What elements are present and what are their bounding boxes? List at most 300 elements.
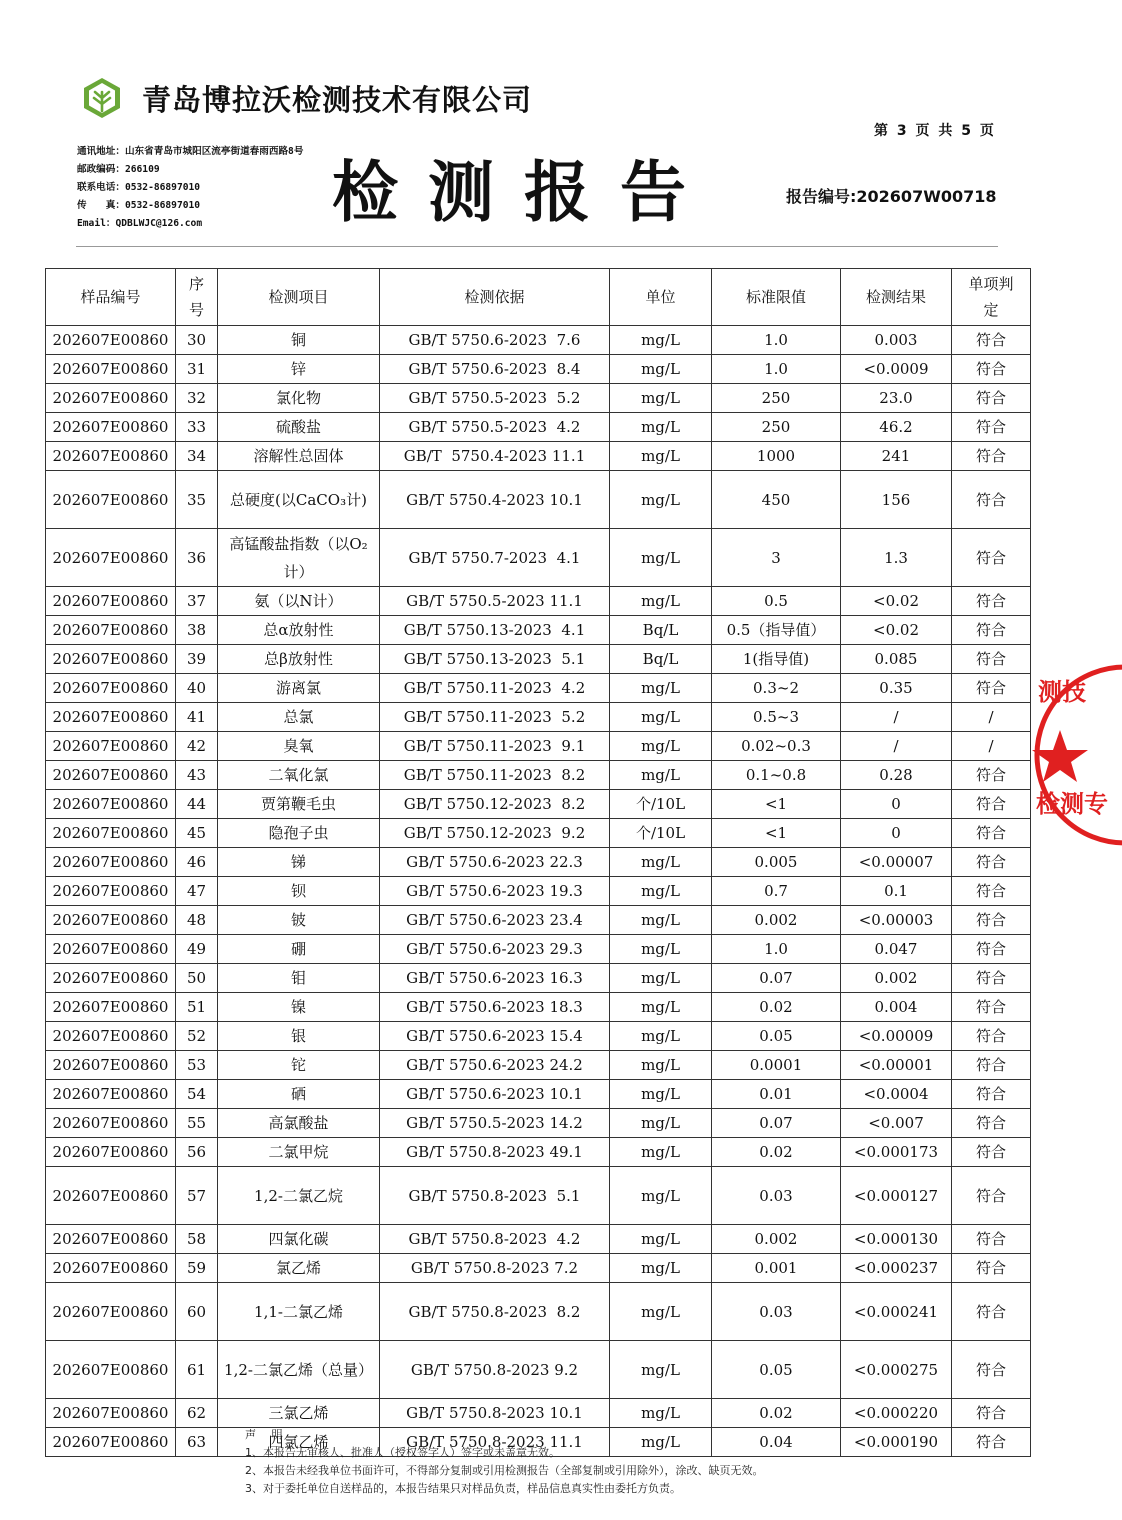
item-cell: 铍 bbox=[218, 906, 380, 935]
result-cell: <0.00001 bbox=[841, 1051, 952, 1080]
limit-cell: 0.0001 bbox=[712, 1051, 841, 1080]
table-row bbox=[46, 819, 1031, 848]
judgement-cell: 符合 bbox=[952, 1399, 1031, 1428]
method-cell: GB/T 5750.4-2023 10.1 bbox=[380, 471, 610, 529]
result-cell: 0.004 bbox=[841, 993, 952, 1022]
item-cell: 四氯乙烯 bbox=[218, 1428, 380, 1457]
judgement-cell: 符合 bbox=[952, 1138, 1031, 1167]
item-cell: 四氯化碳 bbox=[218, 1225, 380, 1254]
seq-cell: 47 bbox=[176, 877, 218, 906]
limit-cell: 1000 bbox=[712, 442, 841, 471]
unit-cell: mg/L bbox=[610, 1138, 712, 1167]
item-cell: 总硬度(以CaCO₃计) bbox=[218, 471, 380, 529]
unit-cell: mg/L bbox=[610, 384, 712, 413]
method-cell: GB/T 5750.11-2023 9.1 bbox=[380, 732, 610, 761]
result-cell: 156 bbox=[841, 471, 952, 529]
judgement-cell: 符合 bbox=[952, 587, 1031, 616]
unit-cell: mg/L bbox=[610, 326, 712, 355]
method-cell: GB/T 5750.12-2023 8.2 bbox=[380, 790, 610, 819]
result-cell: 0.1 bbox=[841, 877, 952, 906]
sample-id-cell: 202607E00860 bbox=[46, 413, 176, 442]
limit-cell: 0.02 bbox=[712, 1138, 841, 1167]
disclaimer-title: 声 明 bbox=[245, 1428, 289, 1441]
report-title: 检测报告 bbox=[332, 153, 716, 231]
sample-id-cell: 202607E00860 bbox=[46, 1080, 176, 1109]
judgement-cell: 符合 bbox=[952, 1254, 1031, 1283]
judgement-cell: 符合 bbox=[952, 1022, 1031, 1051]
seq-cell: 60 bbox=[176, 1283, 218, 1341]
limit-cell: 0.02 bbox=[712, 993, 841, 1022]
unit-cell: mg/L bbox=[610, 703, 712, 732]
seq-cell: 39 bbox=[176, 645, 218, 674]
limit-cell: 450 bbox=[712, 471, 841, 529]
result-cell: <0.02 bbox=[841, 587, 952, 616]
table-header-row bbox=[46, 269, 1031, 326]
sample-id-cell: 202607E00860 bbox=[46, 1225, 176, 1254]
table-row bbox=[46, 529, 1031, 587]
unit-cell: mg/L bbox=[610, 674, 712, 703]
table-row bbox=[46, 587, 1031, 616]
result-cell: / bbox=[841, 703, 952, 732]
sample-id-cell: 202607E00860 bbox=[46, 848, 176, 877]
svg-text:检测专: 检测专 bbox=[1036, 789, 1108, 818]
limit-cell: 0.1~0.8 bbox=[712, 761, 841, 790]
disclaimer-item: 1、本报告无审核人、批准人（授权签字人）签字或未盖章无效。 bbox=[245, 1446, 560, 1459]
item-cell: 硒 bbox=[218, 1080, 380, 1109]
table-row bbox=[46, 964, 1031, 993]
limit-cell: 0.5 bbox=[712, 587, 841, 616]
table-row bbox=[46, 1399, 1031, 1428]
seq-cell: 30 bbox=[176, 326, 218, 355]
limit-cell: <1 bbox=[712, 819, 841, 848]
limit-cell: 0.002 bbox=[712, 906, 841, 935]
table-row bbox=[46, 1138, 1031, 1167]
result-cell: 241 bbox=[841, 442, 952, 471]
judgement-cell: 符合 bbox=[952, 471, 1031, 529]
item-cell: 臭氧 bbox=[218, 732, 380, 761]
judgement-cell: 符合 bbox=[952, 355, 1031, 384]
judgement-cell: 符合 bbox=[952, 906, 1031, 935]
unit-cell: mg/L bbox=[610, 471, 712, 529]
item-cell: 1,2-二氯乙烯（总量） bbox=[218, 1341, 380, 1399]
method-cell: GB/T 5750.8-2023 9.2 bbox=[380, 1341, 610, 1399]
method-cell: GB/T 5750.4-2023 11.1 bbox=[380, 442, 610, 471]
result-cell: <0.000190 bbox=[841, 1428, 952, 1457]
item-cell: 锑 bbox=[218, 848, 380, 877]
seq-cell: 58 bbox=[176, 1225, 218, 1254]
result-cell: <0.000173 bbox=[841, 1138, 952, 1167]
limit-cell: <1 bbox=[712, 790, 841, 819]
unit-cell: mg/L bbox=[610, 587, 712, 616]
limit-cell: 0.02 bbox=[712, 1399, 841, 1428]
result-cell: <0.000237 bbox=[841, 1254, 952, 1283]
item-cell: 钼 bbox=[218, 964, 380, 993]
table-row bbox=[46, 1254, 1031, 1283]
table-row bbox=[46, 645, 1031, 674]
unit-cell: mg/L bbox=[610, 964, 712, 993]
results-table bbox=[45, 268, 1031, 1457]
limit-cell: 0.3~2 bbox=[712, 674, 841, 703]
report-number: 报告编号:202607W00718 bbox=[786, 187, 997, 206]
table-row bbox=[46, 935, 1031, 964]
unit-cell: mg/L bbox=[610, 1167, 712, 1225]
item-cell: 游离氯 bbox=[218, 674, 380, 703]
sample-id-cell: 202607E00860 bbox=[46, 587, 176, 616]
result-cell: <0.0004 bbox=[841, 1080, 952, 1109]
limit-cell: 1(指导值) bbox=[712, 645, 841, 674]
item-cell: 氨（以N计） bbox=[218, 587, 380, 616]
sample-id-cell: 202607E00860 bbox=[46, 384, 176, 413]
unit-cell: 个/10L bbox=[610, 819, 712, 848]
seq-cell: 32 bbox=[176, 384, 218, 413]
method-cell: GB/T 5750.6-2023 7.6 bbox=[380, 326, 610, 355]
sample-id-cell: 202607E00860 bbox=[46, 1399, 176, 1428]
item-cell: 二氯甲烷 bbox=[218, 1138, 380, 1167]
method-cell: GB/T 5750.5-2023 14.2 bbox=[380, 1109, 610, 1138]
sample-id-cell: 202607E00860 bbox=[46, 819, 176, 848]
unit-cell: mg/L bbox=[610, 877, 712, 906]
judgement-cell: 符合 bbox=[952, 616, 1031, 645]
result-cell: 0.047 bbox=[841, 935, 952, 964]
contact-info bbox=[77, 143, 339, 233]
method-cell: GB/T 5750.8-2023 4.2 bbox=[380, 1225, 610, 1254]
result-cell: 0 bbox=[841, 790, 952, 819]
sample-id-cell: 202607E00860 bbox=[46, 732, 176, 761]
contact-fax: 传 真：0532-86897010 bbox=[77, 200, 201, 211]
sample-id-cell: 202607E00860 bbox=[46, 1254, 176, 1283]
seq-cell: 57 bbox=[176, 1167, 218, 1225]
judgement-cell: 符合 bbox=[952, 1428, 1031, 1457]
unit-cell: mg/L bbox=[610, 906, 712, 935]
unit-cell: mg/L bbox=[610, 529, 712, 587]
item-cell: 二氧化氯 bbox=[218, 761, 380, 790]
seq-cell: 38 bbox=[176, 616, 218, 645]
seq-cell: 43 bbox=[176, 761, 218, 790]
limit-cell: 0.005 bbox=[712, 848, 841, 877]
item-cell: 氯乙烯 bbox=[218, 1254, 380, 1283]
sample-id-cell: 202607E00860 bbox=[46, 355, 176, 384]
limit-cell: 0.7 bbox=[712, 877, 841, 906]
seq-cell: 31 bbox=[176, 355, 218, 384]
judgement-cell: 符合 bbox=[952, 1283, 1031, 1341]
header-method: 检测依据 bbox=[380, 269, 610, 326]
sample-id-cell: 202607E00860 bbox=[46, 645, 176, 674]
item-cell: 高锰酸盐指数（以O₂计） bbox=[218, 529, 380, 587]
header-judgement: 单项判定 bbox=[952, 269, 1031, 326]
judgement-cell: 符合 bbox=[952, 674, 1031, 703]
table-row bbox=[46, 906, 1031, 935]
method-cell: GB/T 5750.6-2023 8.4 bbox=[380, 355, 610, 384]
item-cell: 镍 bbox=[218, 993, 380, 1022]
limit-cell: 0.01 bbox=[712, 1080, 841, 1109]
method-cell: GB/T 5750.6-2023 24.2 bbox=[380, 1051, 610, 1080]
item-cell: 铜 bbox=[218, 326, 380, 355]
table-row bbox=[46, 993, 1031, 1022]
seq-cell: 63 bbox=[176, 1428, 218, 1457]
result-cell: 46.2 bbox=[841, 413, 952, 442]
sample-id-cell: 202607E00860 bbox=[46, 1109, 176, 1138]
contact-postcode: 邮政编码：266109 bbox=[77, 164, 160, 175]
item-cell: 硼 bbox=[218, 935, 380, 964]
seq-cell: 33 bbox=[176, 413, 218, 442]
sample-id-cell: 202607E00860 bbox=[46, 935, 176, 964]
limit-cell: 250 bbox=[712, 384, 841, 413]
sample-id-cell: 202607E00860 bbox=[46, 877, 176, 906]
table-row bbox=[46, 1022, 1031, 1051]
table-row bbox=[46, 703, 1031, 732]
method-cell: GB/T 5750.6-2023 15.4 bbox=[380, 1022, 610, 1051]
judgement-cell: 符合 bbox=[952, 326, 1031, 355]
table-row bbox=[46, 848, 1031, 877]
method-cell: GB/T 5750.6-2023 22.3 bbox=[380, 848, 610, 877]
judgement-cell: 符合 bbox=[952, 1080, 1031, 1109]
limit-cell: 0.03 bbox=[712, 1167, 841, 1225]
item-cell: 1,2-二氯乙烷 bbox=[218, 1167, 380, 1225]
unit-cell: mg/L bbox=[610, 1341, 712, 1399]
item-cell: 总氯 bbox=[218, 703, 380, 732]
unit-cell: mg/L bbox=[610, 1283, 712, 1341]
item-cell: 钡 bbox=[218, 877, 380, 906]
judgement-cell: 符合 bbox=[952, 848, 1031, 877]
method-cell: GB/T 5750.13-2023 5.1 bbox=[380, 645, 610, 674]
result-cell: / bbox=[841, 732, 952, 761]
judgement-cell: 符合 bbox=[952, 1109, 1031, 1138]
limit-cell: 1.0 bbox=[712, 355, 841, 384]
sample-id-cell: 202607E00860 bbox=[46, 906, 176, 935]
unit-cell: mg/L bbox=[610, 761, 712, 790]
method-cell: GB/T 5750.6-2023 10.1 bbox=[380, 1080, 610, 1109]
item-cell: 总α放射性 bbox=[218, 616, 380, 645]
sample-id-cell: 202607E00860 bbox=[46, 1022, 176, 1051]
seq-cell: 35 bbox=[176, 471, 218, 529]
table-row bbox=[46, 1167, 1031, 1225]
table-row bbox=[46, 1341, 1031, 1399]
header-item: 检测项目 bbox=[218, 269, 380, 326]
table-row bbox=[46, 1109, 1031, 1138]
svg-text:测技: 测技 bbox=[1038, 677, 1086, 706]
sample-id-cell: 202607E00860 bbox=[46, 1167, 176, 1225]
header-limit: 标准限值 bbox=[712, 269, 841, 326]
method-cell: GB/T 5750.6-2023 23.4 bbox=[380, 906, 610, 935]
method-cell: GB/T 5750.5-2023 11.1 bbox=[380, 587, 610, 616]
result-cell: <0.000275 bbox=[841, 1341, 952, 1399]
unit-cell: mg/L bbox=[610, 442, 712, 471]
table-row bbox=[46, 790, 1031, 819]
judgement-cell: 符合 bbox=[952, 1167, 1031, 1225]
seq-cell: 42 bbox=[176, 732, 218, 761]
limit-cell: 250 bbox=[712, 413, 841, 442]
seq-cell: 50 bbox=[176, 964, 218, 993]
item-cell: 贾第鞭毛虫 bbox=[218, 790, 380, 819]
judgement-cell: / bbox=[952, 732, 1031, 761]
contact-phone: 联系电话：0532-86897010 bbox=[77, 182, 201, 193]
result-cell: <0.000130 bbox=[841, 1225, 952, 1254]
method-cell: GB/T 5750.8-2023 49.1 bbox=[380, 1138, 610, 1167]
table-row bbox=[46, 355, 1031, 384]
judgement-cell: 符合 bbox=[952, 877, 1031, 906]
limit-cell: 0.05 bbox=[712, 1022, 841, 1051]
item-cell: 银 bbox=[218, 1022, 380, 1051]
page-number: 第 3 页 共 5 页 bbox=[874, 123, 994, 139]
table-row bbox=[46, 1225, 1031, 1254]
judgement-cell: 符合 bbox=[952, 964, 1031, 993]
judgement-cell: 符合 bbox=[952, 442, 1031, 471]
table-row bbox=[46, 442, 1031, 471]
seq-cell: 53 bbox=[176, 1051, 218, 1080]
table-row bbox=[46, 384, 1031, 413]
limit-cell: 0.03 bbox=[712, 1283, 841, 1341]
sample-id-cell: 202607E00860 bbox=[46, 1341, 176, 1399]
method-cell: GB/T 5750.6-2023 16.3 bbox=[380, 964, 610, 993]
table-row bbox=[46, 761, 1031, 790]
unit-cell: mg/L bbox=[610, 848, 712, 877]
result-cell: <0.0009 bbox=[841, 355, 952, 384]
table-row bbox=[46, 616, 1031, 645]
result-cell: <0.00009 bbox=[841, 1022, 952, 1051]
result-cell: 23.0 bbox=[841, 384, 952, 413]
limit-cell: 0.05 bbox=[712, 1341, 841, 1399]
unit-cell: mg/L bbox=[610, 732, 712, 761]
seq-cell: 59 bbox=[176, 1254, 218, 1283]
method-cell: GB/T 5750.12-2023 9.2 bbox=[380, 819, 610, 848]
result-cell: 1.3 bbox=[841, 529, 952, 587]
sample-id-cell: 202607E00860 bbox=[46, 790, 176, 819]
disclaimer bbox=[245, 1426, 764, 1498]
unit-cell: mg/L bbox=[610, 413, 712, 442]
method-cell: GB/T 5750.11-2023 8.2 bbox=[380, 761, 610, 790]
limit-cell: 1.0 bbox=[712, 935, 841, 964]
result-cell: <0.000241 bbox=[841, 1283, 952, 1341]
seq-cell: 55 bbox=[176, 1109, 218, 1138]
sample-id-cell: 202607E00860 bbox=[46, 529, 176, 587]
item-cell: 高氯酸盐 bbox=[218, 1109, 380, 1138]
sample-id-cell: 202607E00860 bbox=[46, 993, 176, 1022]
result-cell: <0.000127 bbox=[841, 1167, 952, 1225]
unit-cell: Bq/L bbox=[610, 645, 712, 674]
sample-id-cell: 202607E00860 bbox=[46, 703, 176, 732]
judgement-cell: 符合 bbox=[952, 819, 1031, 848]
method-cell: GB/T 5750.11-2023 5.2 bbox=[380, 703, 610, 732]
disclaimer-item: 2、本报告未经我单位书面许可，不得部分复制或引用检测报告（全部复制或引用除外），涂改、缺页无效。 bbox=[245, 1464, 764, 1477]
seq-cell: 40 bbox=[176, 674, 218, 703]
seq-cell: 54 bbox=[176, 1080, 218, 1109]
seq-cell: 48 bbox=[176, 906, 218, 935]
table-row bbox=[46, 471, 1031, 529]
judgement-cell: 符合 bbox=[952, 1225, 1031, 1254]
method-cell: GB/T 5750.5-2023 4.2 bbox=[380, 413, 610, 442]
unit-cell: mg/L bbox=[610, 1022, 712, 1051]
judgement-cell: 符合 bbox=[952, 384, 1031, 413]
method-cell: GB/T 5750.7-2023 4.1 bbox=[380, 529, 610, 587]
judgement-cell: 符合 bbox=[952, 993, 1031, 1022]
item-cell: 三氯乙烯 bbox=[218, 1399, 380, 1428]
seq-cell: 56 bbox=[176, 1138, 218, 1167]
contact-address: 通讯地址：山东省青岛市城阳区流亭街道春雨西路8号 bbox=[77, 146, 304, 157]
header-divider bbox=[76, 246, 998, 247]
limit-cell: 0.07 bbox=[712, 1109, 841, 1138]
sample-id-cell: 202607E00860 bbox=[46, 442, 176, 471]
result-cell: 0.003 bbox=[841, 326, 952, 355]
seq-cell: 61 bbox=[176, 1341, 218, 1399]
limit-cell: 0.5~3 bbox=[712, 703, 841, 732]
result-cell: 0.085 bbox=[841, 645, 952, 674]
header-result: 检测结果 bbox=[841, 269, 952, 326]
disclaimer-item: 3、对于委托单位自送样品的，本报告结果只对样品负责，样品信息真实性由委托方负责。 bbox=[245, 1482, 681, 1495]
result-cell: <0.000220 bbox=[841, 1399, 952, 1428]
sample-id-cell: 202607E00860 bbox=[46, 471, 176, 529]
limit-cell: 0.5（指导值） bbox=[712, 616, 841, 645]
method-cell: GB/T 5750.6-2023 29.3 bbox=[380, 935, 610, 964]
seq-cell: 37 bbox=[176, 587, 218, 616]
table-body bbox=[46, 326, 1031, 1457]
table-row bbox=[46, 1080, 1031, 1109]
unit-cell: mg/L bbox=[610, 1399, 712, 1428]
result-cell: <0.02 bbox=[841, 616, 952, 645]
seq-cell: 51 bbox=[176, 993, 218, 1022]
sample-id-cell: 202607E00860 bbox=[46, 674, 176, 703]
limit-cell: 0.002 bbox=[712, 1225, 841, 1254]
sample-id-cell: 202607E00860 bbox=[46, 1138, 176, 1167]
seq-cell: 46 bbox=[176, 848, 218, 877]
item-cell: 硫酸盐 bbox=[218, 413, 380, 442]
limit-cell: 1.0 bbox=[712, 326, 841, 355]
header-seq: 序号 bbox=[176, 269, 218, 326]
unit-cell: mg/L bbox=[610, 1225, 712, 1254]
result-cell: <0.00007 bbox=[841, 848, 952, 877]
seq-cell: 62 bbox=[176, 1399, 218, 1428]
sample-id-cell: 202607E00860 bbox=[46, 326, 176, 355]
unit-cell: mg/L bbox=[610, 1080, 712, 1109]
judgement-cell: 符合 bbox=[952, 413, 1031, 442]
item-cell: 氯化物 bbox=[218, 384, 380, 413]
judgement-cell: 符合 bbox=[952, 761, 1031, 790]
result-cell: 0.002 bbox=[841, 964, 952, 993]
method-cell: GB/T 5750.8-2023 10.1 bbox=[380, 1399, 610, 1428]
unit-cell: mg/L bbox=[610, 1428, 712, 1457]
result-cell: 0.35 bbox=[841, 674, 952, 703]
unit-cell: mg/L bbox=[610, 1254, 712, 1283]
unit-cell: mg/L bbox=[610, 935, 712, 964]
item-cell: 隐孢子虫 bbox=[218, 819, 380, 848]
seq-cell: 34 bbox=[176, 442, 218, 471]
header-unit: 单位 bbox=[610, 269, 712, 326]
limit-cell: 0.02~0.3 bbox=[712, 732, 841, 761]
method-cell: GB/T 5750.5-2023 5.2 bbox=[380, 384, 610, 413]
method-cell: GB/T 5750.8-2023 11.1 bbox=[380, 1428, 610, 1457]
unit-cell: Bq/L bbox=[610, 616, 712, 645]
table-row bbox=[46, 413, 1031, 442]
method-cell: GB/T 5750.11-2023 4.2 bbox=[380, 674, 610, 703]
seq-cell: 41 bbox=[176, 703, 218, 732]
judgement-cell: / bbox=[952, 703, 1031, 732]
company-name: 青岛博拉沃检测技术有限公司 bbox=[142, 83, 533, 117]
item-cell: 溶解性总固体 bbox=[218, 442, 380, 471]
table-row bbox=[46, 326, 1031, 355]
seq-cell: 52 bbox=[176, 1022, 218, 1051]
sample-id-cell: 202607E00860 bbox=[46, 1428, 176, 1457]
seq-cell: 49 bbox=[176, 935, 218, 964]
table-row bbox=[46, 732, 1031, 761]
item-cell: 铊 bbox=[218, 1051, 380, 1080]
company-logo-icon bbox=[80, 76, 124, 120]
method-cell: GB/T 5750.8-2023 8.2 bbox=[380, 1283, 610, 1341]
judgement-cell: 符合 bbox=[952, 935, 1031, 964]
sample-id-cell: 202607E00860 bbox=[46, 761, 176, 790]
judgement-cell: 符合 bbox=[952, 1341, 1031, 1399]
method-cell: GB/T 5750.8-2023 5.1 bbox=[380, 1167, 610, 1225]
judgement-cell: 符合 bbox=[952, 529, 1031, 587]
limit-cell: 0.07 bbox=[712, 964, 841, 993]
